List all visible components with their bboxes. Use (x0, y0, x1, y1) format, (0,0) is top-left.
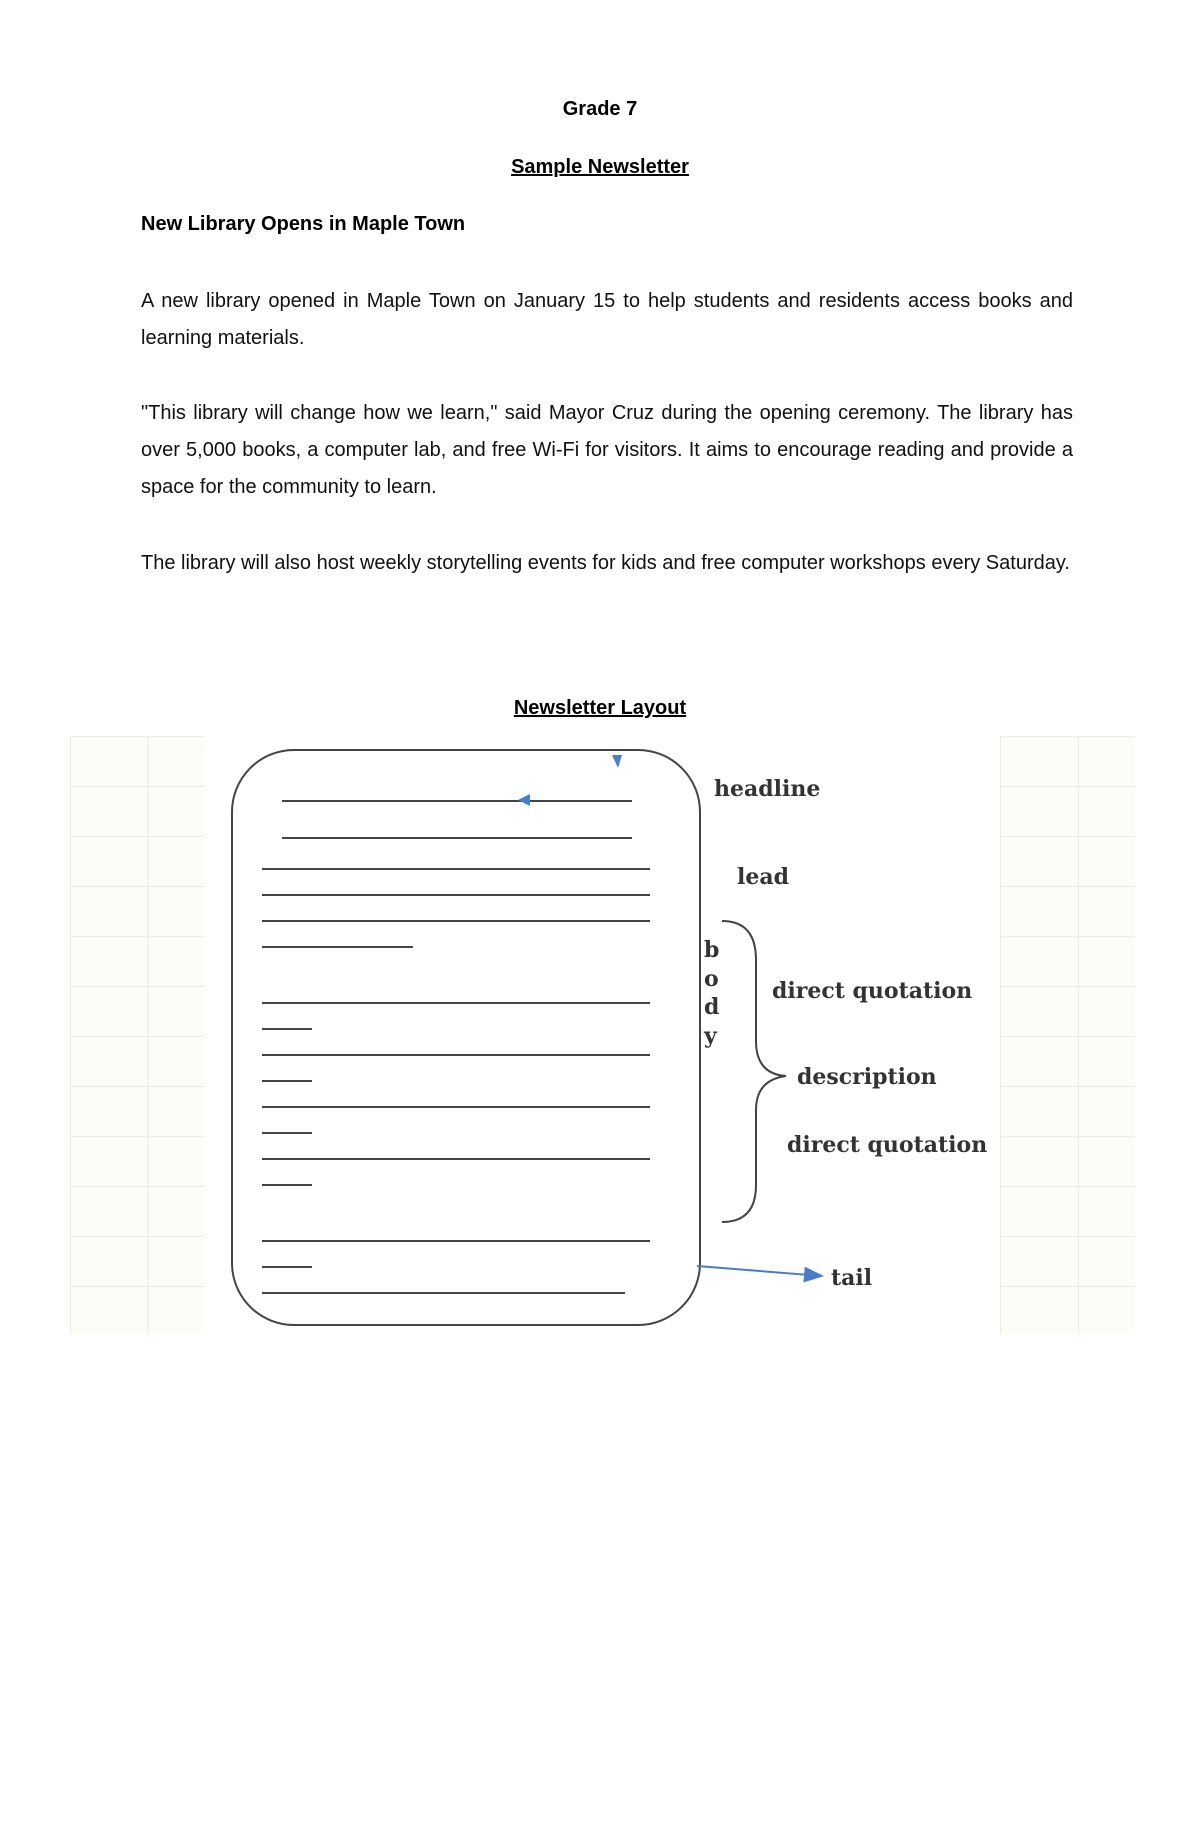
body-lines (262, 1003, 650, 1185)
grid-background-left (70, 736, 205, 1334)
grid-background-right (1000, 736, 1135, 1334)
tail-lines (262, 1241, 650, 1293)
article-paragraph: A new library opened in Maple Town on January 15 to help students and residents access books and learning materials. (141, 290, 1073, 349)
article-paragraph: "This library will change how we learn," said Mayor Cruz during the opening ceremony. The library has over 5,000 books, a computer lab, and free Wi-Fi for visitors. It aims to encourage reading and provide a space for the community to learn. (141, 402, 1073, 498)
document-title: Sample Newsletter (511, 156, 689, 178)
page-outline (232, 750, 700, 1325)
headline-label: headline (714, 776, 821, 802)
lead-label: lead (737, 864, 789, 890)
arrowhead-icon (518, 794, 530, 806)
body-brace (722, 921, 786, 1222)
layout-section-title: Newsletter Layout (513, 697, 687, 719)
description-label: description (797, 1064, 937, 1090)
arrowhead-icon (612, 755, 622, 768)
body-letter: d (704, 994, 720, 1020)
headline-lines (282, 801, 632, 838)
tail-label: tail (831, 1265, 873, 1291)
lead-lines (262, 869, 650, 947)
article-headline: New Library Opens in Maple Town (141, 213, 466, 235)
tail-arrow (697, 1266, 822, 1276)
body-letter: o (704, 966, 719, 992)
grade-label: Grade 7 (562, 98, 638, 120)
direct-quotation-label: direct quotation (772, 978, 973, 1004)
direct-quotation-label: direct quotation (787, 1132, 988, 1158)
body-letter: b (704, 937, 720, 963)
article-paragraph: The library will also host weekly storytelling events for kids and free computer workshops every Saturday. (141, 552, 1070, 574)
body-letter: y (704, 1023, 717, 1049)
